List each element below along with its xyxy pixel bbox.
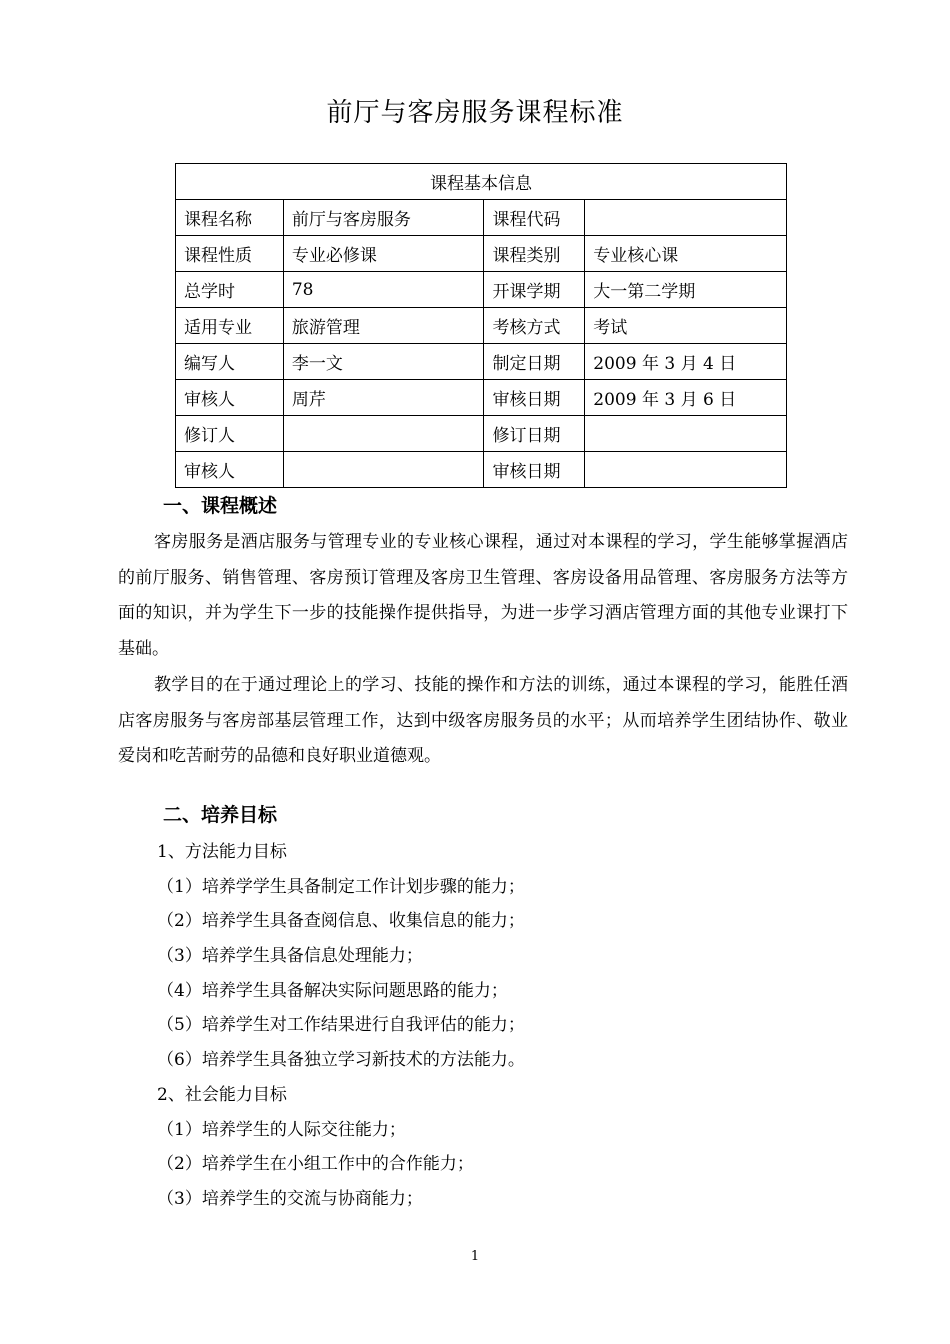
table-cell: 大一第二学期 — [585, 272, 787, 308]
table-cell: 审核日期 — [484, 452, 585, 488]
table-cell: 78 — [283, 272, 484, 308]
table-cell — [283, 452, 484, 488]
table-cell: 总学时 — [176, 272, 284, 308]
table-cell: 前厅与客房服务 — [283, 200, 484, 236]
table-cell: 2009 年 3 月 6 日 — [585, 380, 787, 416]
table-cell: 2009 年 3 月 4 日 — [585, 344, 787, 380]
page-title: 前厅与客房服务课程标准 — [326, 98, 624, 128]
table-cell: 周芹 — [283, 380, 484, 416]
paragraph: 教学目的在于通过理论上的学习、技能的操作和方法的训练，通过本课程的学习，能胜任酒店客房服务与客房部基层管理工作，达到中级客房服务员的水平；从而培养学生团结协作、敬业爱岗和吃苦耐劳的品德和良好职业道德观。 — [118, 675, 848, 767]
table-cell: 课程性质 — [176, 236, 284, 272]
table-cell: 专业必修课 — [283, 236, 484, 272]
table-row — [176, 452, 787, 488]
table-row — [176, 344, 787, 380]
list-item-subheading: 2、社会能力目标 — [157, 1084, 287, 1105]
list-item: （5）培养学生对工作结果进行自我评估的能力； — [157, 1015, 525, 1036]
section-heading-objectives: 二、培养目标 — [163, 804, 278, 826]
paragraph: 客房服务是酒店服务与管理专业的专业核心课程，通过对本课程的学习，学生能够掌握酒店的前厅服务、销售管理、客房预订管理及客房卫生管理、客房设备用品管理、客房服务方法等方面的知识，并为学生下一步的技能操作提供指导，为进一步学习酒店管理方面的其他专业课打下基础。 — [118, 532, 848, 660]
table-cell — [585, 416, 787, 452]
table-cell: 考核方式 — [484, 308, 585, 344]
table-cell: 修订日期 — [484, 416, 585, 452]
table-cell: 旅游管理 — [283, 308, 484, 344]
table-cell: 课程类别 — [484, 236, 585, 272]
table-cell: 课程名称 — [176, 200, 284, 236]
list-item: （1）培养学生的人际交往能力； — [157, 1119, 406, 1140]
table-cell — [585, 452, 787, 488]
table-row — [176, 272, 787, 308]
table-row — [176, 236, 787, 272]
section-heading-overview: 一、课程概述 — [163, 495, 278, 517]
list-item: （3）培养学生具备信息处理能力； — [157, 946, 423, 967]
table-cell: 课程代码 — [484, 200, 585, 236]
table-cell: 开课学期 — [484, 272, 585, 308]
table-cell: 审核人 — [176, 452, 284, 488]
table-row — [176, 380, 787, 416]
table-cell: 审核日期 — [484, 380, 585, 416]
course-info-table — [175, 163, 787, 488]
table-header: 课程基本信息 — [176, 164, 787, 200]
table-cell: 编写人 — [176, 344, 284, 380]
table-cell — [585, 200, 787, 236]
table-header-row — [176, 164, 787, 200]
list-item: （1）培养学学生具备制定工作计划步骤的能力； — [157, 876, 525, 897]
table-cell: 修订人 — [176, 416, 284, 452]
table-cell: 适用专业 — [176, 308, 284, 344]
table-cell: 考试 — [585, 308, 787, 344]
table-row — [176, 308, 787, 344]
list-item-subheading: 1、方法能力目标 — [157, 842, 287, 862]
list-item: （2）培养学生在小组工作中的合作能力； — [157, 1154, 474, 1175]
table-cell — [283, 416, 484, 452]
table-cell: 李一文 — [283, 344, 484, 380]
list-item: （4）培养学生具备解决实际问题思路的能力； — [157, 980, 508, 1001]
table-row — [176, 200, 787, 236]
table-cell: 专业核心课 — [585, 236, 787, 272]
page-number: 1 — [470, 1249, 480, 1264]
list-item: （2）培养学生具备查阅信息、收集信息的能力； — [157, 911, 525, 932]
table-cell: 制定日期 — [484, 344, 585, 380]
table-cell: 审核人 — [176, 380, 284, 416]
table-row — [176, 416, 787, 452]
list-item: （3）培养学生的交流与协商能力； — [157, 1188, 423, 1209]
objectives-list — [157, 835, 837, 1217]
list-item: （6）培养学生具备独立学习新技术的方法能力。 — [157, 1050, 525, 1071]
